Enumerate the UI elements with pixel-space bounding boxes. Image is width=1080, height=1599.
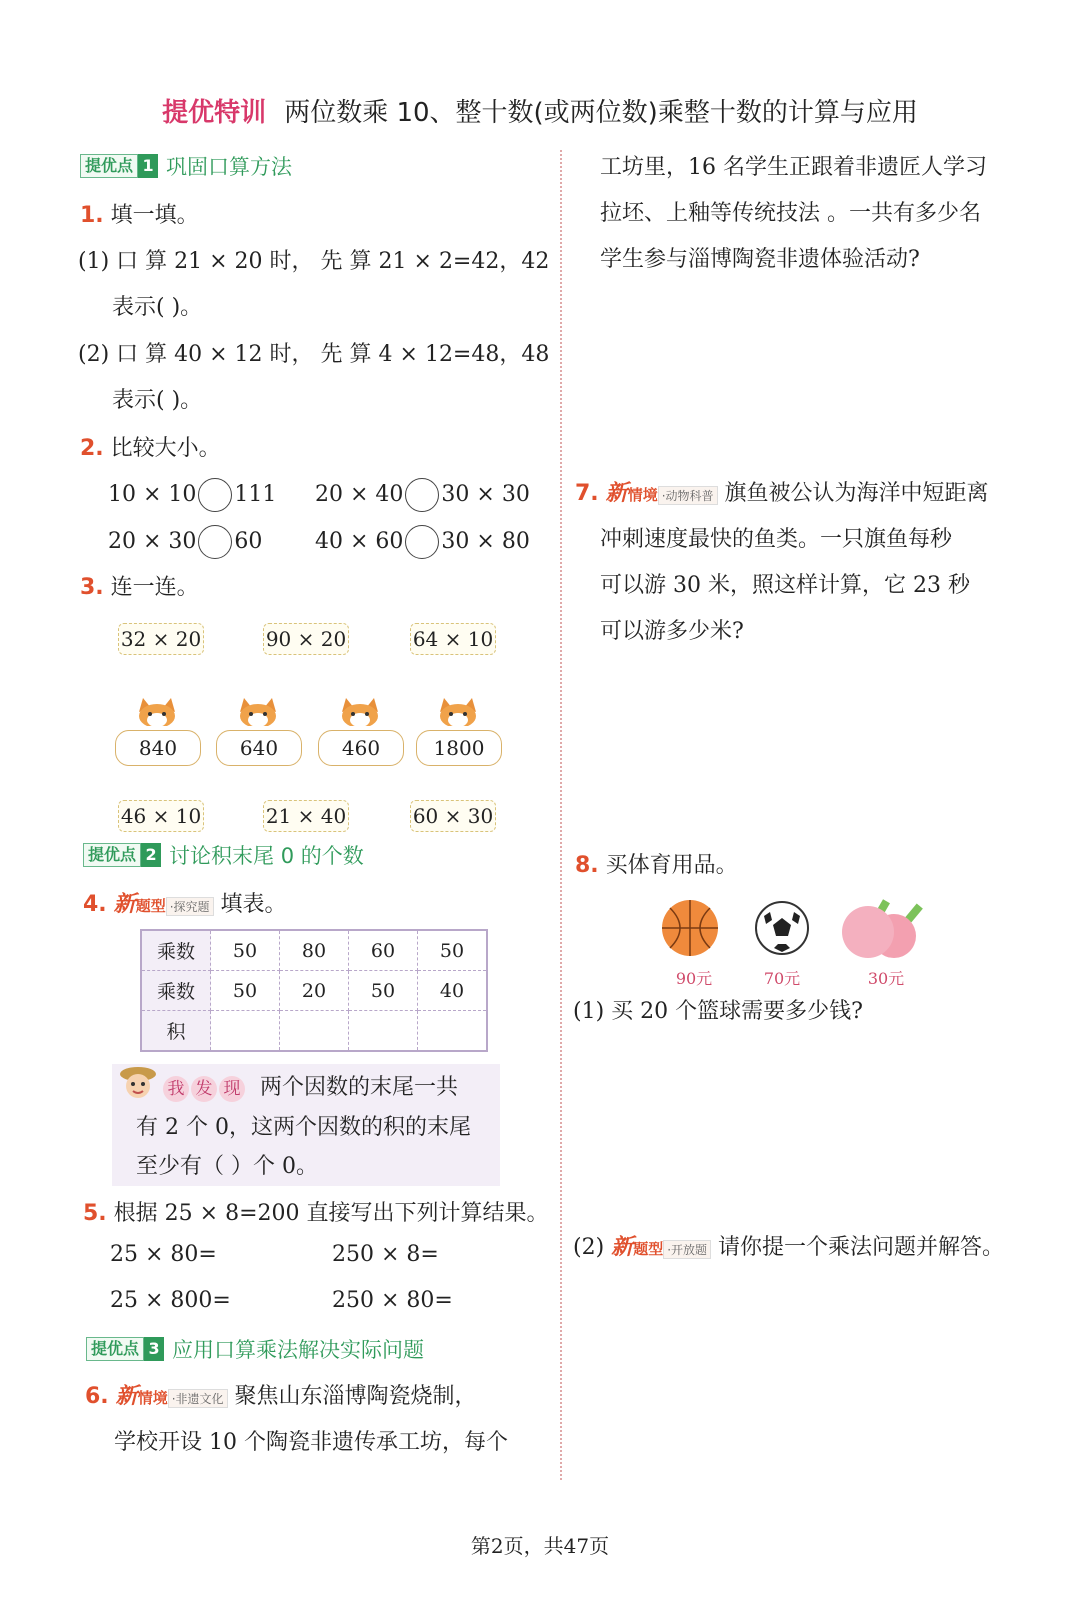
badge-new: 新 [115,1383,138,1409]
dog-value: 640 [216,730,302,766]
table-row [141,1011,487,1052]
question-text: 填一填。 [110,203,199,228]
expression-card[interactable]: 21 × 40 [263,800,349,832]
column-divider [560,150,562,1480]
tip-heading-2 [83,842,364,868]
q6-line-5: 学生参与淄博陶瓷非遗体验活动? [600,247,920,272]
discovery-line-2: 有 2 个 0，这两个因数的积的末尾 [136,1115,471,1140]
compare-left: 20 × 40 [315,482,404,507]
title-tag: 提优特训 [162,98,267,128]
table-cell: 40 [418,971,488,1011]
compare-item[interactable] [108,525,262,559]
question-text: 旗鱼被公认为海洋中短距离 [724,481,989,506]
page-title [0,92,1080,129]
question-number: 6. [85,1384,109,1409]
new-context-badge [116,1379,228,1410]
discovery-char: 现 [219,1076,245,1102]
q6-line-2: 学校开设 10 个陶瓷非遗传承工坊，每个 [114,1430,508,1455]
compare-left: 20 × 30 [108,529,197,554]
new-type-badge [611,1230,711,1261]
dog-face-icon [318,698,402,726]
badge-new: 新 [605,480,628,506]
compare-right: 60 [234,529,263,554]
compare-item[interactable] [108,478,276,512]
badge-kind: 题型 [135,897,166,915]
tip-label: 提优点 [83,843,141,867]
q1-part2-blank: 表示( )。 [112,388,203,413]
part-number: (2) [573,1235,605,1260]
table-cell: 50 [211,930,280,971]
badge-sub: ·探究题 [166,897,214,916]
expression-card[interactable]: 46 × 10 [118,800,204,832]
table-header-cell: 乘数 [141,971,211,1011]
question-number: 2. [80,436,104,461]
calc-item[interactable]: 25 × 800= [110,1288,231,1313]
question-number: 4. [83,892,107,917]
question-text: 填表。 [220,892,287,917]
question-text: 请你提一个乘法问题并解答。 [718,1235,1005,1260]
badge-sub: ·开放题 [663,1240,711,1259]
expression-card[interactable]: 32 × 20 [118,623,204,655]
badge-new: 新 [113,891,136,917]
q6-line-3: 工坊里，16 名学生正跟着非遗匠人学习 [600,155,987,180]
compare-item[interactable] [315,525,530,559]
tip-number: 1 [138,154,158,178]
question-1-title [80,198,199,229]
table-cell: 50 [349,971,418,1011]
tip-number: 3 [144,1337,164,1361]
table-row [141,930,487,971]
question-3-title [80,570,199,601]
question-7-title [575,476,989,507]
badge-kind: 题型 [633,1240,664,1258]
dog-value: 840 [115,730,201,766]
answer-cell[interactable] [349,1011,418,1052]
compare-circle[interactable] [405,478,439,512]
question-number: 7. [575,481,599,506]
table-row [141,971,487,1011]
compare-left: 10 × 10 [108,482,197,507]
dog-face-icon [416,698,500,726]
table-header-cell: 乘数 [141,930,211,971]
ping-pong-paddle-icon [838,898,934,960]
price-label: 70元 [763,969,801,988]
dog-answer-card[interactable] [416,698,500,766]
compare-right: 30 × 80 [441,529,530,554]
badge-kind: 情境 [627,486,658,504]
question-number: 1. [80,203,104,228]
compare-right: 111 [234,482,277,507]
compare-right: 30 × 30 [441,482,530,507]
price-label: 30元 [867,969,905,988]
tip-heading-3 [86,1336,424,1362]
q1-part1: (1) 口 算 21 × 20 时， 先 算 21 × 2=42，42 [78,249,550,274]
question-text: 连一连。 [110,575,199,600]
question-5-title [83,1196,549,1227]
discovery-line-3: 至少有（ ）个 0。 [136,1154,318,1179]
soccer-ball-icon [754,900,810,956]
table-cell: 60 [349,930,418,971]
table-cell: 80 [280,930,349,971]
q6-line-4: 拉坯、上釉等传统技法 。一共有多少名 [600,201,981,226]
dog-value: 1800 [416,730,502,766]
question-number: 5. [83,1201,107,1226]
compare-circle[interactable] [405,525,439,559]
q7-line-3: 可以游 30 米，照这样计算，它 23 秒 [600,573,970,598]
question-number: 8. [575,853,599,878]
expression-card[interactable]: 64 × 10 [410,623,496,655]
price-label: 90元 [675,969,713,988]
title-text: 两位数乘 10、整十数(或两位数)乘整十数的计算与应用 [284,98,918,128]
question-6-title [85,1379,477,1410]
badge-kind: 情境 [137,1389,168,1407]
answer-cell[interactable] [211,1011,280,1052]
dog-face-icon [115,698,199,726]
calc-item[interactable]: 25 × 80= [110,1242,217,1267]
discovery-char: 我 [163,1076,189,1102]
question-text: 买体育用品。 [605,853,738,878]
table-cell: 50 [418,930,488,971]
discovery-text: 两个因数的末尾一共 [260,1075,459,1100]
dog-answer-card[interactable] [216,698,300,766]
compare-item[interactable] [315,478,530,512]
fill-table [140,929,488,1052]
tip-title: 应用口算乘法解决实际问题 [172,1338,425,1362]
question-4-title [83,887,287,918]
q7-line-2: 冲刺速度最快的鱼类。一只旗鱼每秒 [600,527,953,552]
calc-item[interactable]: 250 × 80= [332,1288,453,1313]
question-text: 根据 25 × 8=200 直接写出下列计算结果。 [113,1201,549,1226]
table-cell: 50 [211,971,280,1011]
question-text: 比较大小。 [110,436,221,461]
tip-title: 巩固口算方法 [166,155,293,179]
question-number: 3. [80,575,104,600]
table-header-cell: 积 [141,1011,211,1052]
explorer-kid-icon [116,1062,160,1106]
q1-part1-blank: 表示( )。 [112,295,203,320]
tip-label: 提优点 [86,1337,144,1361]
calc-item[interactable]: 250 × 8= [332,1242,439,1267]
tip-label: 提优点 [80,154,138,178]
q8-part1: (1) 买 20 个篮球需要多少钱? [573,999,863,1024]
question-2-title [80,431,221,462]
answer-cell[interactable] [418,1011,488,1052]
badge-sub: ·动物科普 [658,486,718,505]
dog-answer-card[interactable] [318,698,402,766]
badge-new: 新 [611,1234,634,1260]
q1-part2: (2) 口 算 40 × 12 时， 先 算 4 × 12=48，48 [78,342,550,367]
table-cell: 20 [280,971,349,1011]
question-text: 聚焦山东淄博陶瓷烧制， [234,1384,477,1409]
page-footer: 第2页，共47页 [470,1534,610,1558]
discovery-char: 发 [191,1076,217,1102]
compare-left: 40 × 60 [315,529,404,554]
expression-card[interactable]: 60 × 30 [410,800,496,832]
expression-card[interactable]: 90 × 20 [263,623,349,655]
tip-heading-1 [80,153,292,179]
new-context-badge [606,476,718,507]
discovery-line-1 [163,1070,458,1102]
new-type-badge [114,887,214,918]
q8-part2 [573,1230,1004,1261]
q7-line-4: 可以游多少米? [600,619,744,644]
tip-title: 讨论积末尾 0 的个数 [169,844,364,868]
badge-sub: ·非遗文化 [168,1389,228,1408]
dog-answer-card[interactable] [115,698,199,766]
tip-number: 2 [141,843,161,867]
compare-circle[interactable] [198,525,232,559]
dog-value: 460 [318,730,404,766]
answer-cell[interactable] [280,1011,349,1052]
dog-face-icon [216,698,300,726]
compare-circle[interactable] [198,478,232,512]
basketball-icon [660,898,720,958]
question-8-title [575,848,738,879]
